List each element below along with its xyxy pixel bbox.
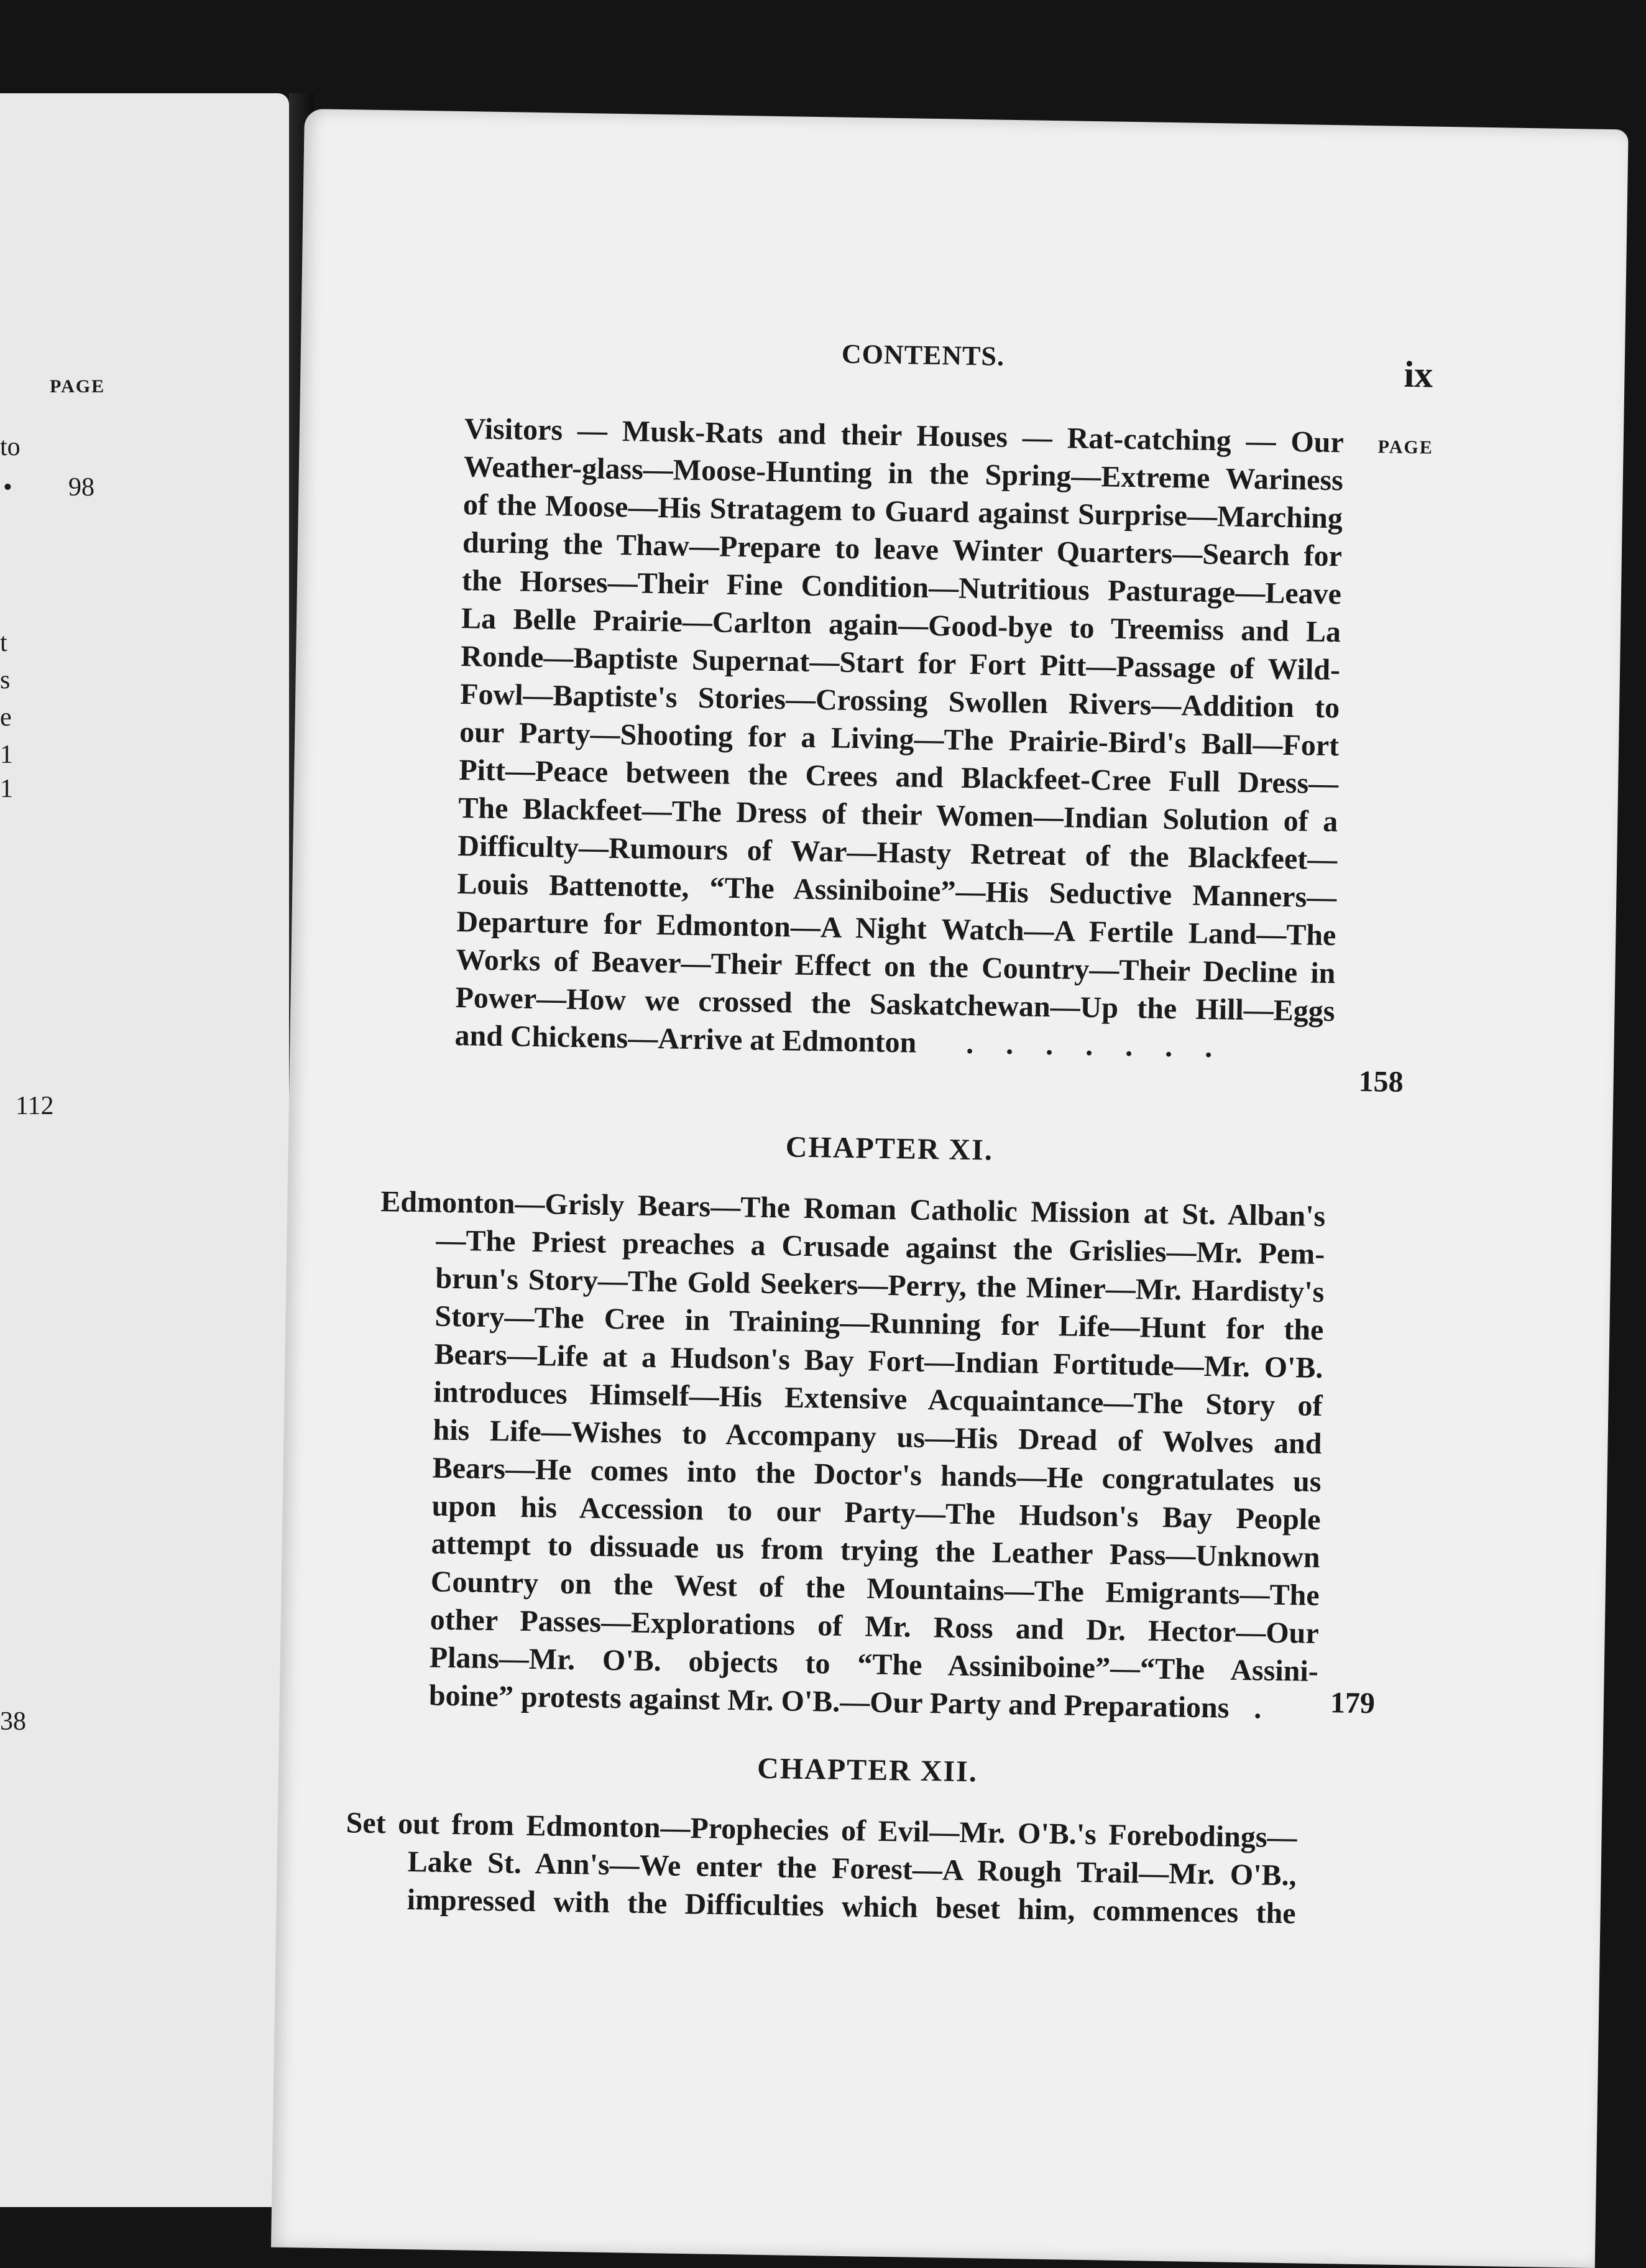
right-page (271, 109, 1629, 2268)
entry-line: Country on the West of the Mountains—The Emigrants—The (430, 1565, 1320, 1612)
entry-line: introduces Himself—His Extensive Acquaintance—The Story of (433, 1375, 1323, 1422)
entry-line: upon his Accession to our Party—The Hudson's Bay People (431, 1489, 1321, 1536)
chapter-heading: CHAPTER XII. (756, 1751, 978, 1789)
entry-line-text: boine” protests against Mr. O'B.—Our Party and Preparations (428, 1679, 1230, 1725)
left-page-number: 38 (0, 1707, 26, 1736)
entry-line: the Horses—Their Fine Condition—Nutritious Pasturage—Leave (461, 564, 1342, 611)
left-fragment: • (3, 473, 12, 502)
entry-line-text: and Chickens—Arrive at Edmonton (454, 1018, 917, 1059)
entry-line: of the Moose—His Stratagem to Guard against Surprise—Marching (462, 488, 1343, 535)
entry-line: our Party—Shooting for a Living—The Prairie-Bird's Ball—Fort (459, 716, 1340, 763)
entry-line: Lake St. Ann's—We enter the Forest—A Rough Trail—Mr. O'B., (407, 1845, 1297, 1892)
entry-line: attempt to dissuade us from trying the Leather Pass—Unknown (431, 1527, 1321, 1574)
contents-entry (372, 1182, 1325, 1728)
page-column-label: PAGE (1377, 436, 1434, 458)
entry-line: —The Priest preaches a Crusade against the Grislies—Mr. Pem- (436, 1224, 1325, 1271)
entry-line: impressed with the Difficulties which beset him, commences the (407, 1883, 1297, 1930)
entry-line: Edmonton—Grisly Bears—The Roman Catholic Mission at St. Alban's (380, 1185, 1326, 1233)
entry-line: Visitors — Musk-Rats and their Houses — Rat-catching — Our (464, 412, 1345, 459)
entry-line: other Passes—Explorations of Mr. Ross and Dr. Hector—Our (430, 1603, 1320, 1650)
entry-line: his Life—Wishes to Accompany us—His Dread of Wolves and (433, 1413, 1322, 1460)
entry-line: Set out from Edmonton—Prophecies of Evil—Mr. O'B.'s Forebodings— (346, 1806, 1297, 1855)
entry-line: Story—The Cree in Training—Running for Life—Hunt for the (434, 1299, 1324, 1347)
left-page-number: 98 (68, 473, 94, 502)
entry-line: Difficulty—Rumours of War—Hasty Retreat of the Blackfeet— (457, 829, 1338, 877)
contents-entry (454, 410, 1344, 1068)
entry-line: Bears—He comes into the Doctor's hands—He congratulates us (432, 1451, 1322, 1498)
chapter-heading: CHAPTER XI. (785, 1130, 994, 1167)
running-head: CONTENTS. (841, 338, 1005, 372)
entry-line: during the Thaw—Prepare to leave Winter Quarters—Search for (462, 526, 1343, 573)
left-page-number: 112 (16, 1092, 54, 1120)
entry-line: Power—How we crossed the Saskatchewan—Up the Hill—Eggs (455, 980, 1335, 1028)
contents-entry (344, 1804, 1297, 1932)
left-page-label: PAGE (50, 376, 106, 397)
entry-line: brun's Story—The Gold Seekers—Perry, the Miner—Mr. Hardisty's (435, 1261, 1325, 1309)
page-reference: 158 (1358, 1064, 1404, 1099)
left-fragment: to (0, 433, 21, 461)
dot-leader: . (1253, 1692, 1262, 1725)
entry-line: Bears—Life at a Hudson's Bay Fort—Indian Fortitude—Mr. O'B. (434, 1337, 1323, 1385)
left-fragment: 1 (0, 740, 13, 769)
left-page-fragment (0, 93, 289, 2207)
left-fragment: 1 (0, 775, 13, 803)
entry-line: The Blackfeet—The Dress of their Women—Indian Solution of a (457, 791, 1338, 839)
left-fragment: e (0, 703, 12, 732)
left-fragment: t (0, 629, 7, 657)
folio-number: ix (1403, 353, 1433, 395)
left-fragment: s (0, 666, 11, 694)
entry-line: Weather-glass—Moose-Hunting in the Spring—Extreme Wariness (463, 450, 1344, 497)
entry-line: Ronde—Baptiste Supernat—Start for Fort Pitt—Passage of Wild- (460, 640, 1341, 687)
entry-line: Louis Battenotte, “The Assiniboine”—His Seductive Manners— (457, 867, 1337, 915)
entry-line: La Belle Prairie—Carlton again—Good-bye to Treemiss and La (461, 602, 1341, 649)
entry-line: Pitt—Peace between the Crees and Blackfeet-Cree Full Dress— (458, 754, 1339, 801)
dot-leader: . . . . . . . (965, 1026, 1225, 1064)
entry-line: Works of Beaver—Their Effect on the Country—Their Decline in (456, 943, 1336, 990)
entry-line: Departure for Edmonton—A Night Watch—A Fertile Land—The (456, 905, 1336, 952)
page-reference: 179 (1330, 1686, 1376, 1720)
entry-line: Fowl—Baptiste's Stories—Crossing Swollen Rivers—Addition to (459, 678, 1340, 725)
entry-line: Plans—Mr. O'B. objects to “The Assiniboine”—“The Assini- (429, 1641, 1319, 1688)
